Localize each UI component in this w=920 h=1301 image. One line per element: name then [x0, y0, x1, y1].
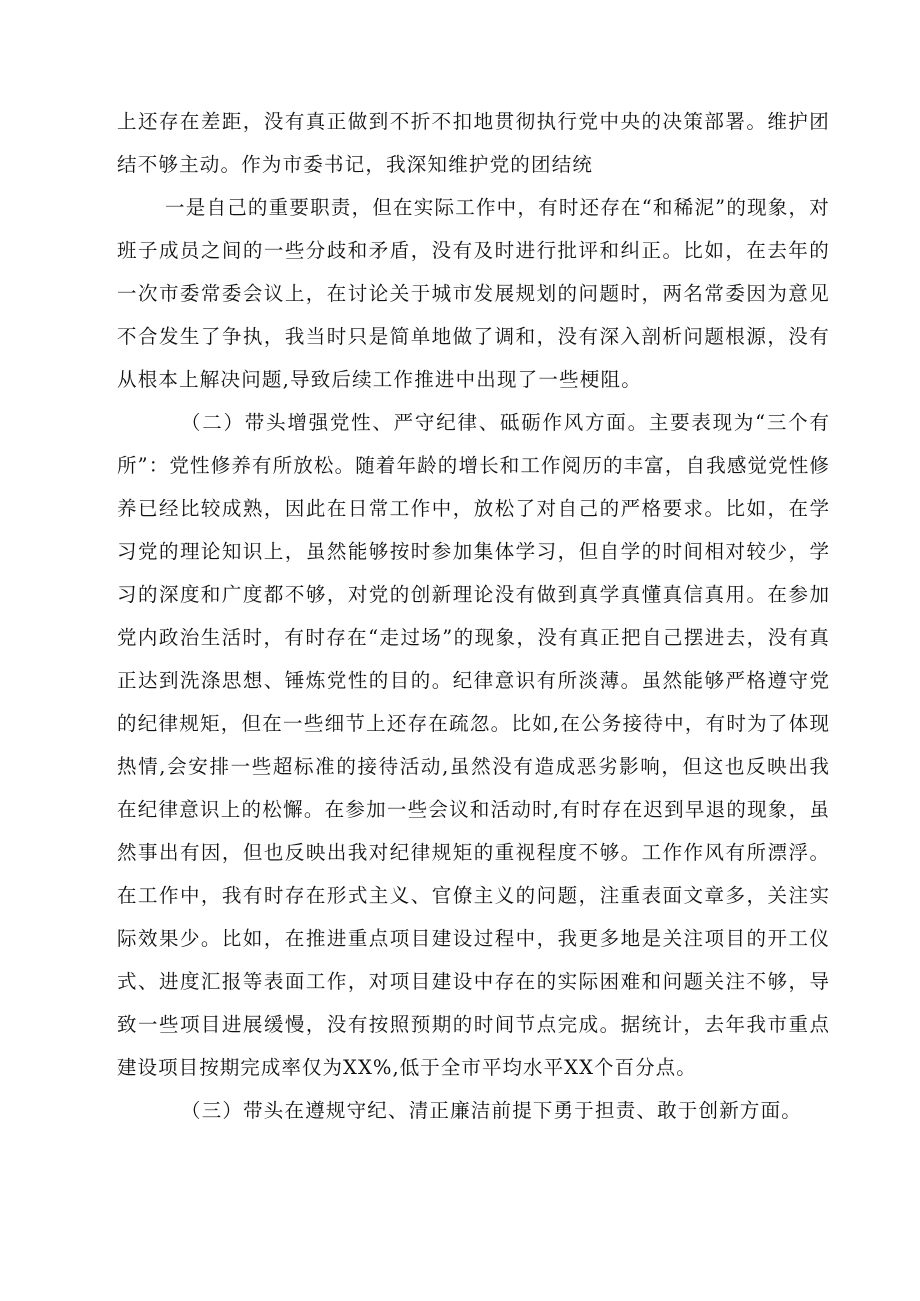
paragraph-2: 一是自己的重要职责，但在实际工作中，有时还存在“和稀泥”的现象，对班子成员之间的一些分歧和矛盾，没有及时进行批评和纠正。比如，在去年的一次市委常委会议上，在讨论关于城市发展规划的问题时，两名常委因为意见不合发生了争执，我当时只是简单地做了调和，没有深入剖析问题根源，没有从根本上解决问题,导致后续工作推进中出现了一些梗阻。 — [117, 196, 830, 391]
document-body — [117, 100, 830, 1132]
paragraph-3: （二）带头增强党性、严守纪律、砥砺作风方面。主要表现为“三个有所”：党性修养有所放松。随着年龄的增长和工作阅历的丰富，自我感觉党性修养已经比较成熟，因此在日常工作中，放松了对自己的严格要求。比如，在学习党的理论知识上，虽然能够按时参加集体学习，但自学的时间相对较少，学习的深度和广度都不够，对党的创新理论没有做到真学真懂真信真用。在参加党内政治生活时，有时存在“走过场”的现象，没有真正把自己摆进去，没有真正达到洗涤思想、锤炼党性的目的。纪律意识有所淡薄。虽然能够严格遵守党的纪律规矩，但在一些细节上还存在疏忽。比如,在公务接待中，有时为了体现热情,会安排一些超标准的接待活动,虽然没有造成恶劣影响，但这也反映出我在纪律意识上的松懈。在参加一些会议和活动时,有时存在迟到早退的现象，虽然事出有因，但也反映出我对纪律规矩的重视程度不够。工作作风有所漂浮。在工作中，我有时存在形式主义、官僚主义的问题，注重表面文章多，关注实际效果少。比如，在推进重点项目建设过程中，我更多地是关注项目的开工仪式、进度汇报等表面工作，对项目建设中存在的实际困难和问题关注不够，导致一些项目进展缓慢，没有按照预期的时间节点完成。据统计，去年我市重点建设项目按期完成率仅为XX%,低于全市平均水平XX个百分点。 — [117, 411, 830, 1079]
paragraph-1: 上还存在差距，没有真正做到不折不扣地贯彻执行党中央的决策部署。维护团结不够主动。作为市委书记，我深知维护党的团结统 — [117, 110, 830, 176]
paragraph-4: （三）带头在遵规守纪、清正廉洁前提下勇于担责、敢于创新方面。 — [181, 1099, 803, 1122]
